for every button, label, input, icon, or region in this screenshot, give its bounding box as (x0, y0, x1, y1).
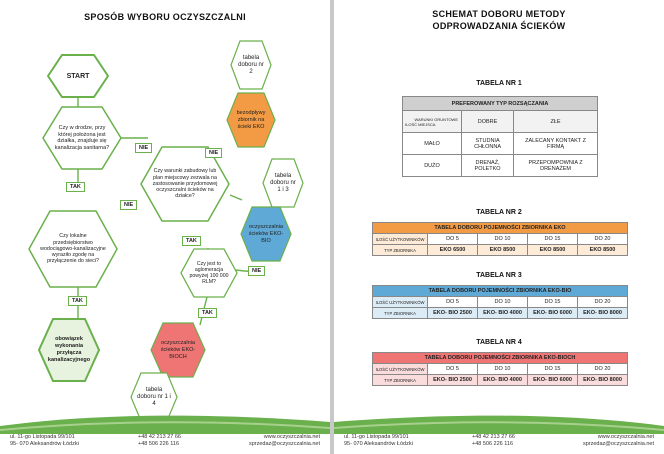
page-title-line1: SCHEMAT DOBORU METODY (432, 9, 566, 19)
table2-cell: EKO 6500 (428, 245, 478, 256)
footer-contact: www.oczyszczalnia.net sprzedaz@oczyszczalnia.net (582, 434, 654, 447)
table2-cell: DO 10 (478, 234, 528, 245)
table1-cell: STUDNIA CHŁONNA (462, 133, 514, 155)
tabela-nr13-node (262, 158, 304, 208)
question-utility-text: Czy lokalne przedsiębiorstwo wodociągowo-kanalizacyjne wyraziło zgodę na przyłączenie do sieci? (40, 233, 106, 265)
table1-caption: TABELA NR 1 (476, 80, 522, 87)
table4-cell: DO 10 (478, 364, 528, 375)
table4-header: TABELA DOBORU POJEMNOŚCI ZBIORNIKA EKO-BIOCH (373, 353, 628, 364)
start-label: START (66, 72, 90, 80)
table4-row-label: TYP ZBIORNIKA (373, 375, 428, 386)
table4-caption: TABELA NR 4 (476, 339, 522, 346)
ekobioch-node (150, 322, 206, 378)
green-swoosh (0, 412, 330, 434)
table4-cell: EKO- BIO 2500 (428, 375, 478, 386)
edge-label-nie: NIE (120, 200, 137, 210)
eko-tank-text: bezodpływy zbiornik na ścieki EKO (236, 109, 266, 130)
ekobio-text: oczyszczalnia ścieków EKO-BIO (248, 223, 284, 244)
question-agglomeration-text: Czy jest to aglomeracja powyżej 100 000 RLM? (189, 261, 229, 285)
footer-phone: +48 42 213 27 66 +48 506 226 116 (472, 434, 515, 447)
question-utility-node (28, 210, 118, 288)
right-page (334, 0, 664, 454)
footer-phone: +48 42 213 27 66 +48 506 226 116 (138, 434, 181, 447)
edge-label-tak: TAK (68, 296, 87, 306)
table1-col-header: DOBRE (462, 111, 514, 133)
table3-row-label: ILOŚĆ UŻYTKOWNIKÓW (373, 297, 428, 308)
tabela-nr2-text: tabela doboru nr 2 (238, 54, 264, 75)
start-node (47, 54, 109, 98)
question-sewer-text: Czy w drodze, przy której położona jest działka, znajduje się kanalizacja sanitarna? (54, 125, 110, 151)
obowiazek-text: obowiązek wykonania przyłącza kanalizacyjnego (47, 336, 91, 363)
table3-row-label: TYP ZBIORNIKA (373, 308, 428, 319)
table4-cell: EKO- BIO 4000 (478, 375, 528, 386)
table4 (372, 352, 628, 386)
tabela-nr13-text: tabela doboru nr 1 i 3 (270, 172, 296, 193)
table2-cell: EKO 8500 (528, 245, 578, 256)
ekobioch-text: oczyszczalnia ścieków EKO-BIOCH (160, 339, 196, 360)
table2-cell: EKO 8500 (478, 245, 528, 256)
table4-cell: EKO- BIO 6000 (528, 375, 578, 386)
table1-cell: ZALECANY KONTAKT Z FIRMĄ (514, 133, 598, 155)
page-title-line2: ODPROWADZANIA ŚCIEKÓW (432, 21, 566, 31)
footer-contact: www.oczyszczalnia.net sprzedaz@oczyszczalnia.net (248, 434, 320, 447)
obowiazek-node (38, 318, 100, 382)
table4-row-label: ILOŚĆ UŻYTKOWNIKÓW (373, 364, 428, 375)
table1-col-header: ZŁE (514, 111, 598, 133)
edge-label-nie: NIE (205, 148, 222, 158)
table2-cell: EKO 8500 (578, 245, 628, 256)
tabela-nr2-node (230, 40, 272, 90)
table2-cell: DO 15 (528, 234, 578, 245)
table2-cell: DO 5 (428, 234, 478, 245)
question-agglomeration-node (180, 248, 238, 298)
table3-cell: EKO- BIO 6000 (528, 308, 578, 319)
edge-label-tak: TAK (66, 182, 85, 192)
edge-label-nie: NIE (248, 266, 265, 276)
table2 (372, 222, 628, 256)
table1-cell: PRZEPOMPOWNIA Z DRENAŻEM (514, 155, 598, 177)
table2-row-label: ILOŚĆ UŻYTKOWNIKÓW (373, 234, 428, 245)
table1 (402, 96, 598, 177)
edge-label-tak: TAK (198, 308, 217, 318)
ekobio-node (240, 206, 292, 262)
table1-row-label: DUŻO (403, 155, 462, 177)
table1-header: PREFEROWANY TYP ROZSĄCZANIA (403, 97, 598, 111)
table3-cell: DO 15 (528, 297, 578, 308)
table2-row-label: TYP ZBIORNIKA (373, 245, 428, 256)
table2-caption: TABELA NR 2 (476, 209, 522, 216)
table3-cell: DO 20 (578, 297, 628, 308)
table4-cell: DO 15 (528, 364, 578, 375)
page-title: SPOSÓB WYBORU OCZYSZCZALNI (84, 12, 246, 22)
table4-cell: EKO- BIO 8000 (578, 375, 628, 386)
table3 (372, 285, 628, 319)
table4-cell: DO 20 (578, 364, 628, 375)
eko-tank-node (226, 92, 276, 148)
edge-label-nie: NIE (135, 143, 152, 153)
table3-cell: EKO- BIO 8000 (578, 308, 628, 319)
table4-cell: DO 5 (428, 364, 478, 375)
table3-header: TABELA DOBORU POJEMNOŚCI ZBIORNIKA EKO-BIO (373, 286, 628, 297)
table1-corner: WARUNKI GRUNTOWE ILOŚĆ MIEJSCA (403, 111, 462, 133)
tabela-nr14-text: tabela doboru nr 1 i 4 (137, 386, 171, 407)
footer-address: ul. 11-go Listopada 99/101 95- 070 Aleksandrów Łódzki (344, 434, 413, 447)
table2-cell: DO 20 (578, 234, 628, 245)
question-zoning-text: Czy warunki zabudowy lub plan miejscowy zezwala na zastosowanie przydomowej oczyszczalni ścieków na działce? (152, 168, 218, 200)
table1-cell: DRENAŻ, POLETKO (462, 155, 514, 177)
table3-cell: DO 5 (428, 297, 478, 308)
footer-address: ul. 11-go Listopada 99/101 95- 070 Aleksandrów Łódzki (10, 434, 79, 447)
left-page (0, 0, 330, 454)
edge-label-tak: TAK (182, 236, 201, 246)
table3-cell: DO 10 (478, 297, 528, 308)
green-swoosh (334, 412, 664, 434)
table3-cell: EKO- BIO 2500 (428, 308, 478, 319)
table2-header: TABELA DOBORU POJEMNOŚCI ZBIORNIKA EKO (373, 223, 628, 234)
table3-caption: TABELA NR 3 (476, 272, 522, 279)
table3-cell: EKO- BIO 4000 (478, 308, 528, 319)
table1-row-label: MAŁO (403, 133, 462, 155)
question-sewer-node (42, 106, 122, 170)
